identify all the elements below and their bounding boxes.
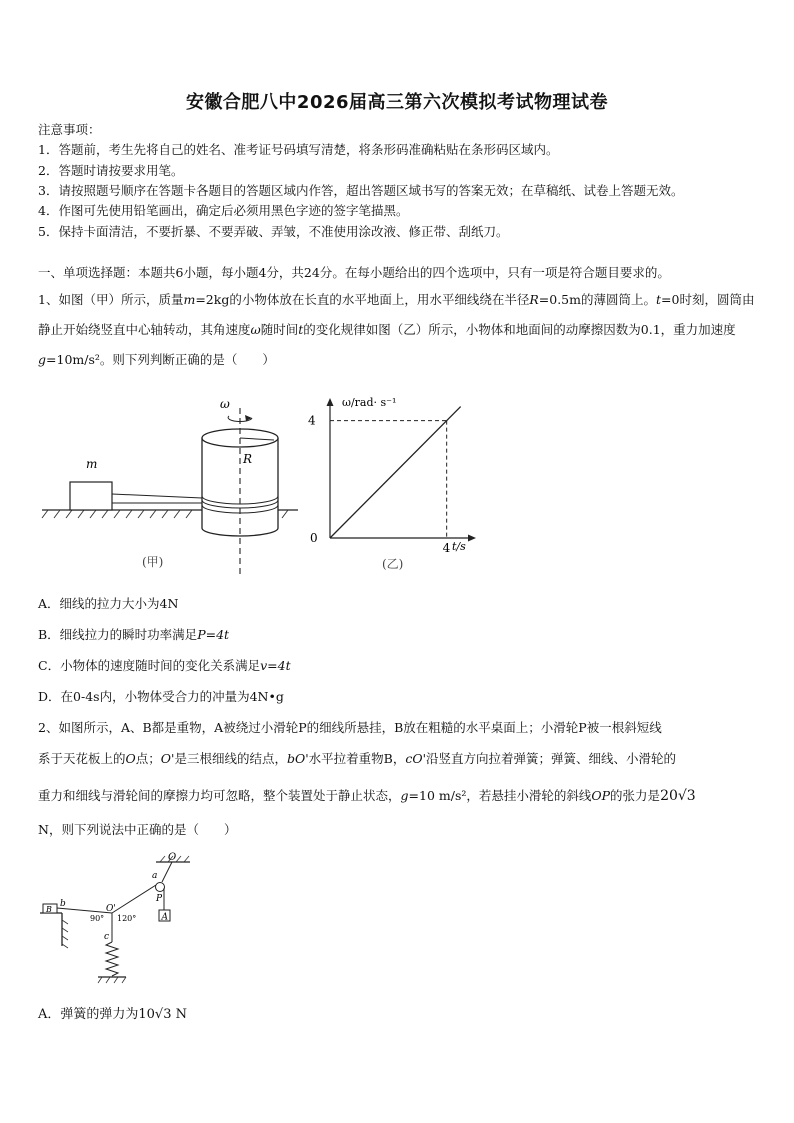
y-axis-arrow-icon xyxy=(327,398,334,406)
label-m: m xyxy=(86,457,98,471)
q1-option-b[interactable]: B．细线拉力的瞬时功率满足P=4t xyxy=(38,627,230,642)
question-2-line-2: 系于天花板上的O点；O'是三根细线的结点，bO'水平拉着重物B，cO'沿竖直方向拉着弹簧；弹簧、细线、小滑轮的 xyxy=(38,751,677,766)
notice-item-1: 1．答题前，考生先将自己的姓名、准考证号码填写清楚，将条形码准确粘贴在条形码区域内。 xyxy=(38,142,559,157)
string-OP xyxy=(162,862,172,882)
label-omega: ω xyxy=(220,397,230,411)
x-axis-arrow-icon xyxy=(468,535,476,542)
floor-hatch xyxy=(98,977,126,983)
q1-option-d[interactable]: D．在0-4s内，小物体受合力的冲量为4N•g xyxy=(38,689,284,704)
label-a: a xyxy=(152,871,158,881)
figure-q2 xyxy=(38,850,198,990)
thread-top xyxy=(112,494,202,498)
label-B: B xyxy=(46,905,52,914)
figure-yi-chart xyxy=(300,388,490,578)
label-angle-120: 120° xyxy=(117,914,137,923)
label-angle-90: 90° xyxy=(90,914,105,923)
string-to-Oprime xyxy=(112,885,156,913)
y-tick-label: 4 xyxy=(308,413,316,428)
question-1-stem: 1、如图（甲）所示，质量m=2kg的小物体放在长直的水平地面上，用水平细线绕在半径R=0.5m的薄圆筒上。t=0时刻，圆筒由静止开始绕竖直中心轴转动，其角速度ω随时间t的变化规律如图（乙）所示，小物体和地面间的动摩擦因数为0.1，重力加速度g=10m/s²。则下列判断正确的是（ ） xyxy=(38,292,755,367)
q1-option-c[interactable]: C．小物体的速度随时间的变化关系满足v=4t xyxy=(38,658,291,673)
notice-item-3: 3．请按照题号顺序在答题卡各题目的答题区域内作答，超出答题区域书写的答案无效；在草稿纸、试卷上答题无效。 xyxy=(38,183,684,198)
label-b: b xyxy=(60,899,66,909)
caption-jia: (甲) xyxy=(142,555,164,569)
label-P: P xyxy=(156,894,163,904)
label-Oprime: O' xyxy=(106,904,116,914)
pulley-P xyxy=(156,883,165,892)
small-block xyxy=(70,482,112,510)
notice-item-4: 4．作图可先使用铅笔画出，确定后必须用黑色字迹的签字笔描黑。 xyxy=(38,203,409,218)
label-O: O xyxy=(168,852,177,863)
q2-option-a[interactable]: A．弹簧的弹力为10√3 N xyxy=(38,1007,187,1022)
spring xyxy=(106,942,118,976)
q1-option-a[interactable]: A．细线的拉力大小为4N xyxy=(38,596,179,611)
label-R: R xyxy=(243,452,253,466)
table-hatch xyxy=(62,920,68,948)
y-axis-label: ω/rad· s⁻¹ xyxy=(342,396,397,409)
label-c: c xyxy=(104,932,110,942)
x-tick-label: 4 xyxy=(442,541,451,555)
section-heading: 一、单项选择题：本题共6小题，每小题4分，共24分。在每小题给出的四个选项中，只有一项是符合题目要求的。 xyxy=(38,265,670,280)
question-2-line-1: 2、如图所示，A、B都是重物，A被绕过小滑轮P的细线所悬挂，B放在粗糙的水平桌面上；小滑轮P被一根斜短线 xyxy=(38,720,662,735)
label-A: A xyxy=(161,912,168,923)
figure-jia xyxy=(40,388,300,578)
page-title: 安徽合肥八中2026届高三第六次模拟考试物理试卷 xyxy=(185,92,609,113)
notice-item-2: 2．答题时请按要求用笔。 xyxy=(38,163,184,178)
caption-yi: (乙) xyxy=(382,557,404,571)
question-2-line-4: N，则下列说法中正确的是（ ） xyxy=(38,822,237,837)
origin-label: 0 xyxy=(310,531,318,545)
question-2-line-3: 重力和细线与滑轮间的摩擦力均可忽略，整个装置处于静止状态，g=10 m/s²，若悬挂小滑轮的斜线OP的张力是20√3 xyxy=(38,788,696,804)
notice-item-5: 5．保持卡面清洁，不要折暴、不要弄破、弄皱，不准使用涂改液、修正带、刮纸刀。 xyxy=(38,224,509,239)
x-axis-label: t/s xyxy=(452,540,466,553)
notice-heading: 注意事项： xyxy=(38,122,101,137)
series-line xyxy=(330,407,461,538)
